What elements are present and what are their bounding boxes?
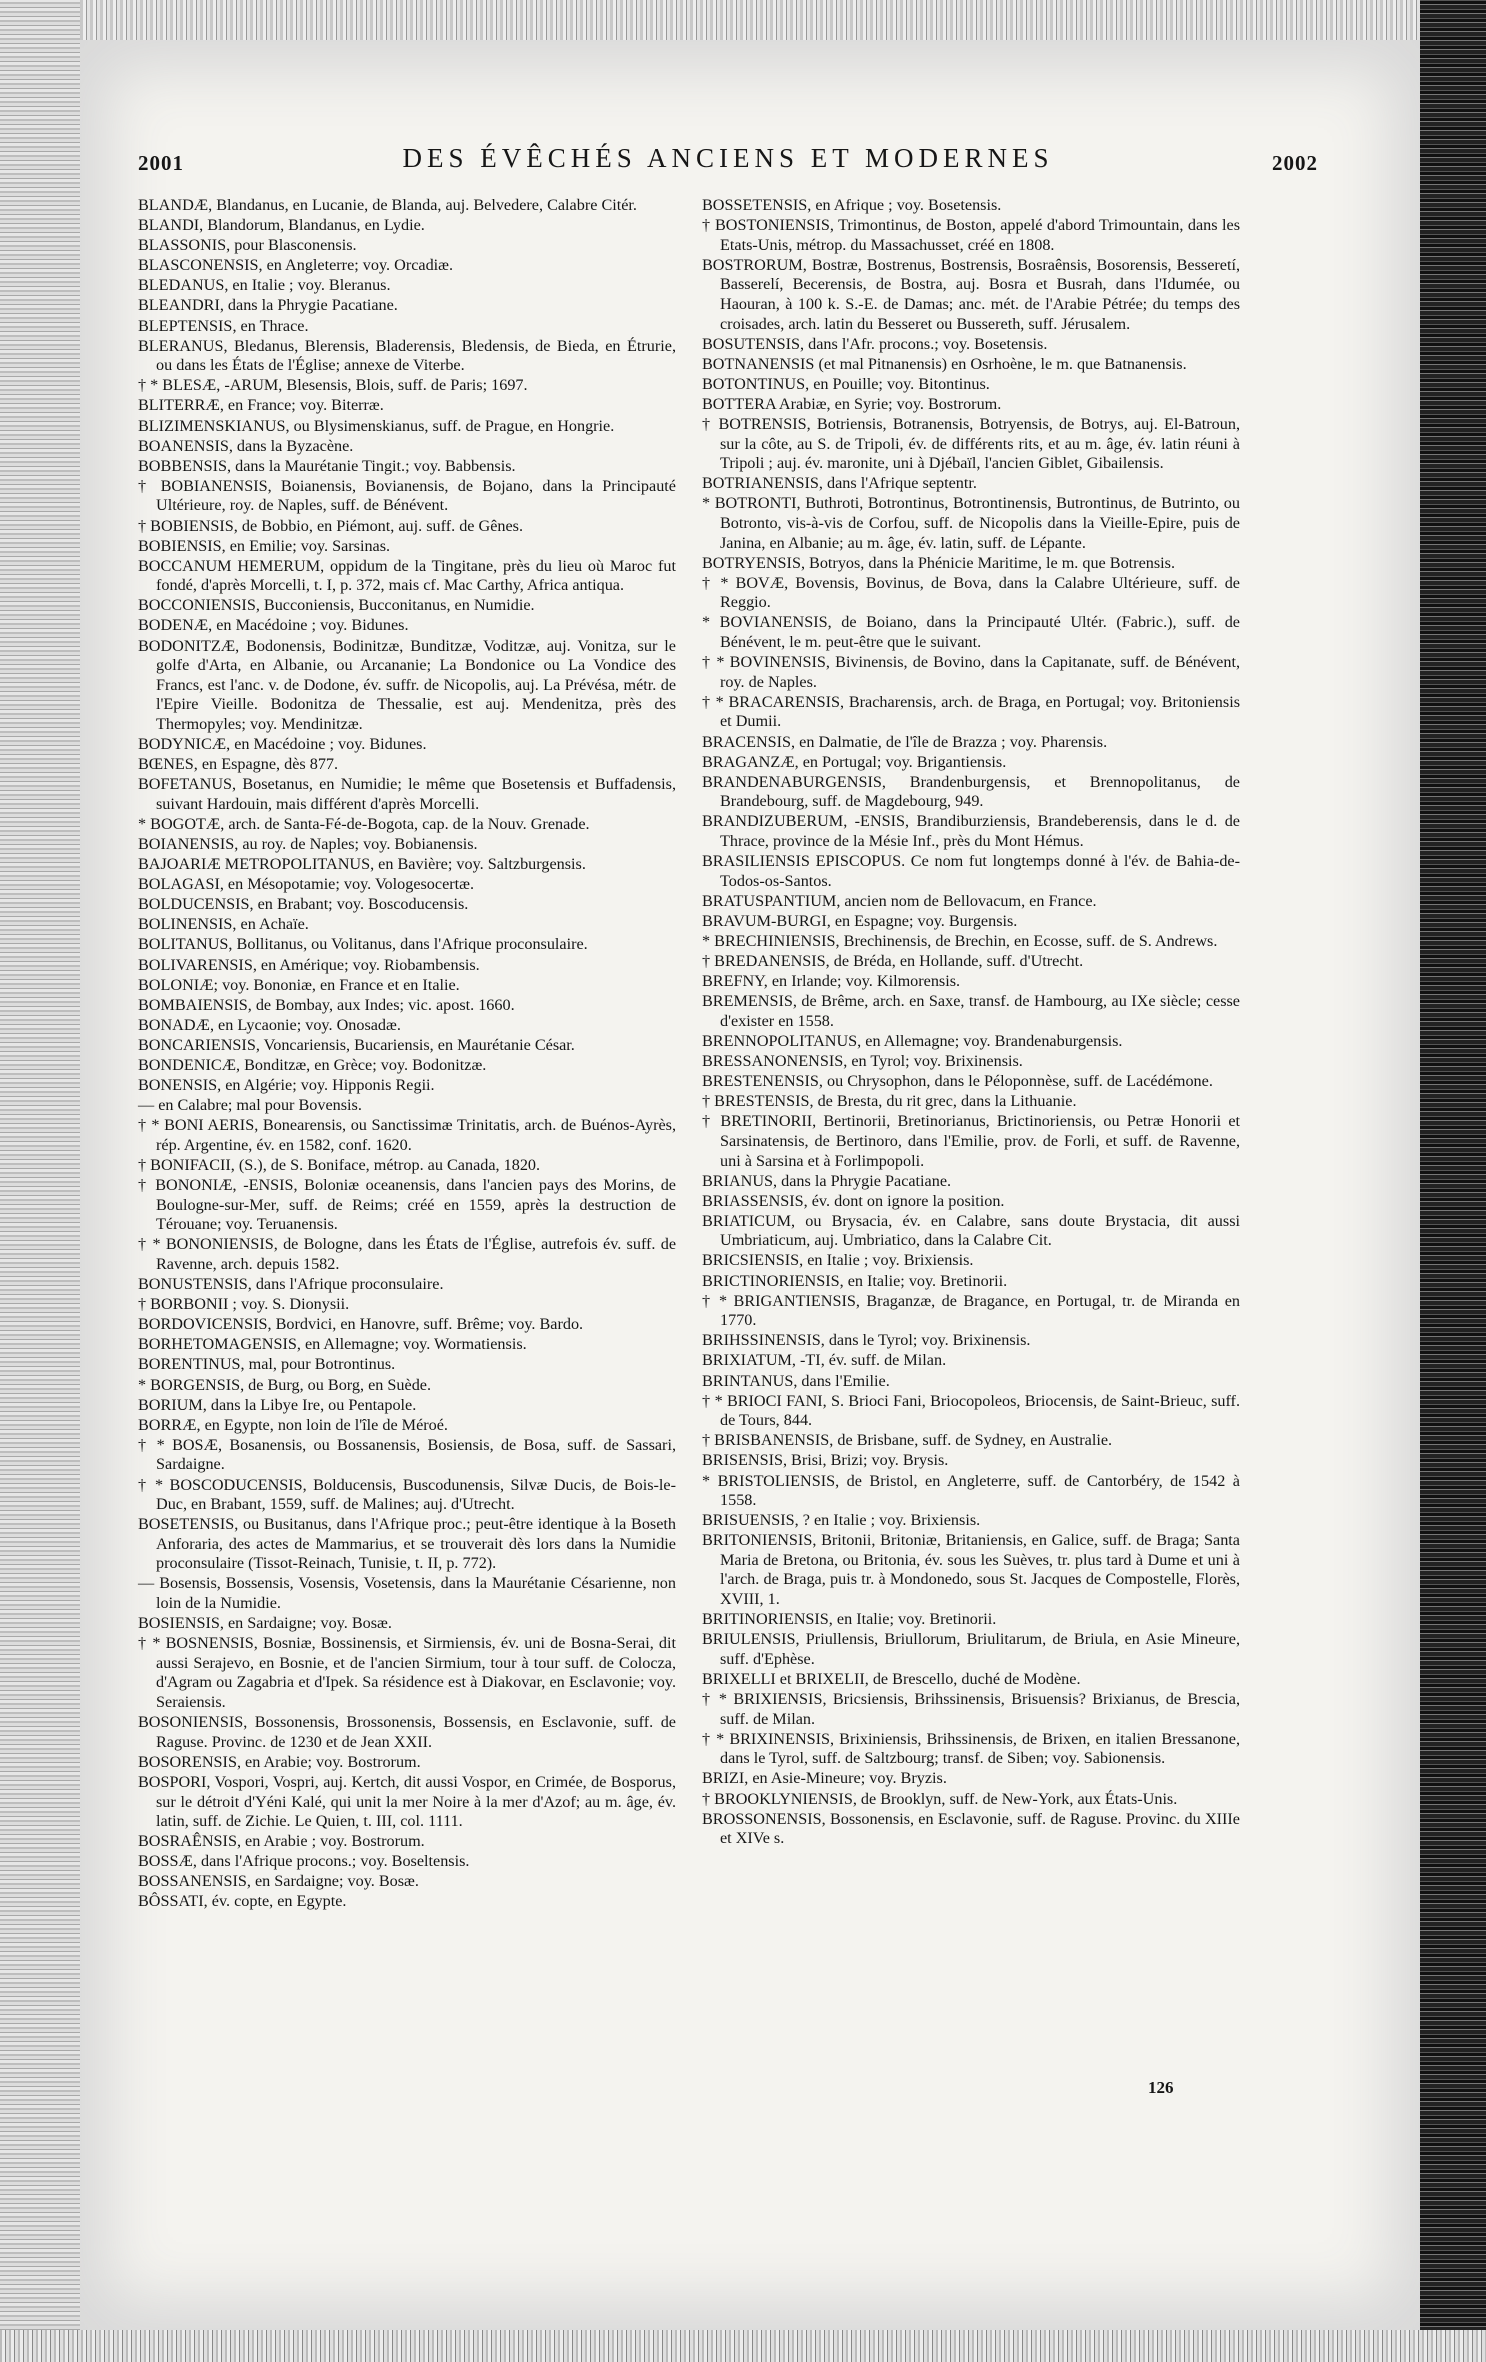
dictionary-entry: BRASILIENSIS EPISCOPUS. Ce nom fut longtemps donné à l'év. de Bahia-de-Todos-os-Santos. <box>702 852 1240 890</box>
dictionary-entry: BORRÆ, en Egypte, non loin de l'île de Méroé. <box>138 1415 448 1434</box>
left-column <box>138 196 676 1913</box>
dictionary-entry: BRICTINORIENSIS, en Italie; voy. Bretinorii. <box>702 1271 1008 1290</box>
scan-border-left <box>0 0 80 2362</box>
dictionary-entry: — en Calabre; mal pour Bovensis. <box>138 1096 362 1115</box>
dictionary-entry: BOFETANUS, Bosetanus, en Numidie; le même que Bosetensis et Buffadensis, suivant Hardouin, mais différent d'après Morcelli. <box>138 775 676 813</box>
dictionary-entry: BRIXELLI et BRIXELII, de Brescello, duché de Modène. <box>702 1669 1081 1688</box>
dictionary-entry: BRESSANONENSIS, en Tyrol; voy. Brixinensis. <box>702 1052 1023 1071</box>
dictionary-entry: BOCCONIENSIS, Bucconiensis, Bucconitanus, en Numidie. <box>138 596 535 615</box>
dictionary-entry: BOLINENSIS, en Achaïe. <box>138 915 309 934</box>
dictionary-entry: BRIHSSINENSIS, dans le Tyrol; voy. Brixinensis. <box>702 1331 1031 1350</box>
dictionary-entry: * BOGOTÆ, arch. de Santa-Fé-de-Bogota, cap. de la Nouv. Grenade. <box>138 814 590 833</box>
dictionary-entry: BOLIVARENSIS, en Amérique; voy. Riobambensis. <box>138 955 480 974</box>
dictionary-entry: † * BOSCODUCENSIS, Bolducensis, Buscodunensis, Silvæ Ducis, de Bois-le-Duc, en Brabant, 1559, suff. de Malines; auj. d'Utrecht. <box>138 1475 676 1514</box>
dictionary-entry: BODENÆ, en Macédoine ; voy. Bidunes. <box>138 616 409 635</box>
dictionary-entry: BOBBENSIS, dans la Maurétanie Tingit.; voy. Babbensis. <box>138 456 516 475</box>
dictionary-entry: BAJOARIÆ METROPOLITANUS, en Bavière; voy. Saltzburgensis. <box>138 855 586 874</box>
dictionary-entry: BOSIENSIS, en Sardaigne; voy. Bosæ. <box>138 1614 392 1633</box>
dictionary-entry: BRATUSPANTIUM, ancien nom de Bellovacum, en France. <box>702 891 1097 910</box>
dictionary-entry: BOTONTINUS, en Pouille; voy. Bitontinus. <box>702 374 990 393</box>
dictionary-entry: † BOBIANENSIS, Boianensis, Bovianensis, de Bojano, dans la Principauté Ultérieure, roy. de Naples, suff. de Bénévent. <box>138 476 676 515</box>
dictionary-entry: † * BOSNENSIS, Bosniæ, Bossinensis, et Sirmiensis, év. uni de Bosna-Serai, dit aussi Serajevo, en Bosnie, et de l'ancien Sirmium, tour à tour suff. de Colocza, d'Agram ou Zagabria et d'Ipek. Sa résidence est à Diakovar, en Esclavonie; voy. Seraiensis. <box>138 1634 676 1712</box>
dictionary-entry: BLERANUS, Bledanus, Blerensis, Bladerensis, Bledensis, de Bieda, en Étrurie, ou dans les États de l'Église; annexe de Viterbe. <box>138 336 676 375</box>
dictionary-entry: BORHETOMAGENSIS, en Allemagne; voy. Wormatiensis. <box>138 1335 527 1354</box>
page-number-left: 2001 <box>138 151 184 175</box>
dictionary-entry: BOSRAÊNSIS, en Arabie ; voy. Bostrorum. <box>138 1832 425 1851</box>
dictionary-entry: † * BOVINENSIS, Bivinensis, de Bovino, dans la Capitanate, suff. de Bénévent, roy. de Naples. <box>702 653 1240 691</box>
dictionary-entry: † BORBONII ; voy. S. Dionysii. <box>138 1295 350 1314</box>
dictionary-entry: BRAGANZÆ, en Portugal; voy. Brigantiensis. <box>702 752 1007 771</box>
scan-border-bottom <box>0 2330 1486 2362</box>
dictionary-entry: BRESTENENSIS, ou Chrysophon, dans le Péloponnèse, suff. de Lacédémone. <box>702 1072 1213 1091</box>
dictionary-entry: BRANDENABURGENSIS, Brandenburgensis, et Brennopolitanus, de Brandebourg, suff. de Magdebourg, 949. <box>702 772 1240 811</box>
dictionary-entry: BRINTANUS, dans l'Emilie. <box>702 1371 890 1390</box>
dictionary-entry: BONUSTENSIS, dans l'Afrique proconsulaire. <box>138 1275 444 1294</box>
dictionary-entry: BOSETENSIS, ou Busitanus, dans l'Afrique proc.; peut-être identique à la Boseth Anforaria, des actes de Mammarius, et se trouverait dès lors dans la Numidie proconsulaire (Tissot-Reinach, Tunisie, t. II, p. 772). <box>138 1515 676 1573</box>
dictionary-entry: BRANDIZUBERUM, -ENSIS, Brandiburziensis, Brandeberensis, dans le d. de Thrace, province de la Mésie Inf., près du Mont Hémus. <box>702 812 1240 850</box>
dictionary-entry: † * BRIOCI FANI, S. Brioci Fani, Briocopoleos, Briocensis, de Saint-Brieuc, suff. de Tours, 844. <box>702 1391 1240 1430</box>
dictionary-entry: BRIANUS, dans la Phrygie Pacatiane. <box>702 1171 952 1190</box>
dictionary-entry: BORENTINUS, mal, pour Botrontinus. <box>138 1355 396 1374</box>
dictionary-entry: † * BRIXINENSIS, Brixiniensis, Brihssinensis, de Brixen, en italien Bressanone, dans le Tyrol, suff. de Saltzbourg; transf. de Siben; voy. Sabionensis. <box>702 1729 1240 1768</box>
dictionary-entry: BOBIENSIS, en Emilie; voy. Sarsinas. <box>138 536 391 555</box>
dictionary-entry: † BRESTENSIS, de Bresta, du rit grec, dans la Lithuanie. <box>702 1092 1077 1111</box>
dictionary-entry: † BRISBANENSIS, de Brisbane, suff. de Sydney, en Australie. <box>702 1431 1113 1450</box>
dictionary-entry: BOSSÆ, dans l'Afrique procons.; voy. Boseltensis. <box>138 1852 470 1871</box>
dictionary-entry: † BOBIENSIS, de Bobbio, en Piémont, auj. suff. de Gênes. <box>138 516 524 535</box>
dictionary-entry: BRITINORIENSIS, en Italie; voy. Bretinorii. <box>702 1610 997 1629</box>
dictionary-entry: BRIZI, en Asie-Mineure; voy. Bryzis. <box>702 1769 947 1788</box>
dictionary-entry: BRENNOPOLITANUS, en Allemagne; voy. Brandenaburgensis. <box>702 1031 1123 1050</box>
page-number-right: 2002 <box>1272 151 1318 175</box>
dictionary-entry: BOCCANUM HEMERUM, oppidum de la Tingitane, près du lieu où Maroc fut fondé, d'après Morcelli, t. I, p. 372, mais cf. Mac Carthy, Africa antiqua. <box>138 556 676 595</box>
dictionary-entry: BOLITANUS, Bollitanus, ou Volitanus, dans l'Afrique proconsulaire. <box>138 935 588 954</box>
dictionary-entry: † * BRIXIENSIS, Bricsiensis, Brihssinensis, Brisuensis? Brixianus, de Brescia, suff. de Milan. <box>702 1690 1240 1728</box>
dictionary-entry: BOMBAIENSIS, de Bombay, aux Indes; vic. apost. 1660. <box>138 995 515 1014</box>
dictionary-entry: * BORGENSIS, de Burg, ou Borg, en Suède. <box>138 1375 432 1394</box>
dictionary-entry: BOSORENSIS, en Arabie; voy. Bostrorum. <box>138 1752 421 1771</box>
dictionary-entry: BŒNES, en Espagne, dès 877. <box>138 755 339 774</box>
dictionary-entry: BOTNANENSIS (et mal Pitnanensis) en Osrhoène, le m. que Batnanensis. <box>702 354 1187 373</box>
dictionary-entry: BONDENICÆ, Bonditzæ, en Grèce; voy. Bodonitzæ. <box>138 1056 487 1075</box>
dictionary-entry: * BOTRONTI, Buthroti, Botrontinus, Botrontinensis, Butrontinus, de Butrinto, ou Botronto, vis-à-vis de Corfou, suff. de Nicopolis dans la Vieille-Epire, puis de Janina, en Albanie; au m. âge, év. latin, suff. de Lépante. <box>702 494 1240 552</box>
dictionary-entry: BORDOVICENSIS, Bordvici, en Hanovre, suff. Brême; voy. Bardo. <box>138 1315 584 1334</box>
dictionary-entry: BLEDANUS, en Italie ; voy. Bleranus. <box>138 276 391 295</box>
dictionary-entry: † * BRACARENSIS, Bracharensis, arch. de Braga, en Portugal; voy. Britoniensis et Dumii. <box>702 692 1240 731</box>
dictionary-entry: BOTRIANENSIS, dans l'Afrique septentr. <box>702 474 977 493</box>
dictionary-entry: BOSONIENSIS, Bossonensis, Brossonensis, Bossensis, en Esclavonie, suff. de Raguse. Provinc. de 1230 et de Jean XXII. <box>138 1713 676 1751</box>
scan-border-right <box>1420 0 1486 2362</box>
dictionary-entry: † * BOVÆ, Bovensis, Bovinus, de Bova, dans la Calabre Ultérieure, suff. de Reggio. <box>702 573 1240 612</box>
dictionary-entry: BOTTERA Arabiæ, en Syrie; voy. Bostrorum. <box>702 394 1002 413</box>
dictionary-entry: BRIXIATUM, -TI, év. suff. de Milan. <box>702 1351 947 1370</box>
dictionary-entry: † * BONI AERIS, Bonearensis, ou Sanctissimæ Trinitatis, arch. de Buénos-Ayrès, rép. Argentine, év. en 1582, conf. 1620. <box>138 1116 676 1154</box>
dictionary-entry: BOSTRORUM, Bostræ, Bostrenus, Bostrensis, Bosraênsis, Bosorensis, Besseretí, Basserelí, Becerensis, de Bostra, auj. Bosra et Busrah, dans l'Idumée, ou Haouran, à 100 k. S.-E. de Damas; anc. mét. de l'Arabie Pétrée; du temps des croisades, arch. latin du Besseret ou Bussereth, suff. Jérusalem. <box>702 255 1240 333</box>
dictionary-entry: BOLONIÆ; voy. Bononiæ, en France et en Italie. <box>138 975 460 994</box>
dictionary-entry: BLITERRÆ, en France; voy. Biterræ. <box>138 396 384 415</box>
dictionary-entry: BLASSONIS, pour Blasconensis. <box>138 236 357 255</box>
dictionary-entry: † BOSTONIENSIS, Trimontinus, de Boston, appelé d'abord Trimountain, dans les Etats-Unis, métrop. du Massachusset, créé en 1808. <box>702 216 1240 254</box>
dictionary-entry: BLEPTENSIS, en Thrace. <box>138 316 309 335</box>
dictionary-entry: BLASCONENSIS, en Angleterre; voy. Orcadiæ. <box>138 256 454 275</box>
dictionary-entry: BOSUTENSIS, dans l'Afr. procons.; voy. Bosetensis. <box>702 334 1048 353</box>
dictionary-entry: * BOVIANENSIS, de Boiano, dans la Principauté Ultér. (Fabric.), suff. de Bénévent, le m. peut-être que le suivant. <box>702 613 1240 652</box>
dictionary-entry: BROSSONENSIS, Bossonensis, en Esclavonie, suff. de Raguse. Provinc. du XIIIe et XIVe s. <box>702 1809 1240 1848</box>
dictionary-entry: † BRETINORII, Bertinorii, Bretinorianus, Brictinoriensis, ou Petræ Honorii et Sarsinatensis, de Bertinoro, dans l'Emilie, prov. de Forli, et suff. de Ravenne, uni à Sarsina et à Forlimpopoli. <box>702 1112 1240 1170</box>
scan-border-top <box>0 0 1486 40</box>
dictionary-entry: BODONITZÆ, Bodonensis, Bodinitzæ, Bunditzæ, Voditzæ, auj. Vonitza, sur le golfe d'Arta, en Albanie, ou Arcananie; La Bondonice ou La Vondice des Francs, est l'anc. v. de Dodone, év. suffr. de Nicopolis, auj. La Prévésa, métr. de l'Epire Vieille. Bodonitza de Thessalie, est auj. Mendenitza, près des Thermopyles; voy. Mendinitzæ. <box>138 636 676 733</box>
dictionary-entry: † * BLESÆ, -ARUM, Blesensis, Blois, suff. de Paris; 1697. <box>138 376 528 395</box>
dictionary-entry: BOANENSIS, dans la Byzacène. <box>138 436 354 455</box>
dictionary-entry: BRAVUM-BURGI, en Espagne; voy. Burgensis. <box>702 911 1018 930</box>
dictionary-entry: BRIATICUM, ou Brysacia, év. en Calabre, sans doute Brystacia, dit aussi Umbriaticum, auj. Umbriatico, dans la Calabre Cit. <box>702 1211 1240 1250</box>
dictionary-entry: BOLAGASI, en Mésopotamie; voy. Vologesocertæ. <box>138 875 475 894</box>
dictionary-entry: — Bosensis, Bossensis, Vosensis, Vosetensis, dans la Maurétanie Césarienne, non loin de la Numidie. <box>138 1574 676 1613</box>
dictionary-entry: † * BOSÆ, Bosanensis, ou Bossanensis, Bosiensis, de Bosa, suff. de Sassari, Sardaigne. <box>138 1435 676 1474</box>
dictionary-entry: † BROOKLYNIENSIS, de Brooklyn, suff. de New-York, aux États-Unis. <box>702 1789 1178 1808</box>
right-column <box>702 196 1240 1849</box>
dictionary-entry: BOSPORI, Vospori, Vospri, auj. Kertch, dit aussi Vospor, en Crimée, de Bosporus, sur le détroit d'Yéni Kalé, qui unit la mer Noire à la mer d'Azof; au m. âge, év. latin, suff. de Zichie. Le Quien, t. III, col. 1111. <box>138 1772 676 1831</box>
dictionary-entry: * BRECHINIENSIS, Brechinensis, de Brechin, en Ecosse, suff. de S. Andrews. <box>702 931 1218 950</box>
dictionary-entry: † BREDANENSIS, de Bréda, en Hollande, suff. d'Utrecht. <box>702 952 1084 971</box>
dictionary-entry: BLIZIMENSKIANUS, ou Blysimenskianus, suff. de Prague, en Hongrie. <box>138 416 615 435</box>
dictionary-entry: † * BONONIENSIS, de Bologne, dans les États de l'Église, autrefois év. suff. de Ravenne, arch. depuis 1582. <box>138 1235 676 1273</box>
dictionary-entry: BONCARIENSIS, Voncariensis, Bucariensis, en Maurétanie César. <box>138 1035 575 1054</box>
dictionary-entry: BLEANDRI, dans la Phrygie Pacatiane. <box>138 296 398 315</box>
dictionary-entry: † BONONIÆ, -ENSIS, Boloniæ oceanensis, dans l'ancien pays des Morins, de Boulogne-sur-Mer, suff. de Reims; créé en 1559, après la destruction de Térouane; voy. Teruanensis. <box>138 1176 676 1234</box>
dictionary-entry: BOSSANENSIS, en Sardaigne; voy. Bosæ. <box>138 1872 419 1891</box>
dictionary-entry: BLANDI, Blandorum, Blandanus, en Lydie. <box>138 216 425 235</box>
dictionary-entry: BOIANENSIS, au roy. de Naples; voy. Bobianensis. <box>138 835 478 853</box>
dictionary-entry: † BONIFACII, (S.), de S. Boniface, métrop. au Canada, 1820. <box>138 1156 541 1174</box>
dictionary-entry: BOTRYENSIS, Botryos, dans la Phénicie Maritime, le m. que Botrensis. <box>702 553 1175 572</box>
dictionary-entry: BOLDUCENSIS, en Brabant; voy. Boscoducensis. <box>138 895 469 914</box>
running-title: DES ÉVÊCHÉS ANCIENS ET MODERNES <box>402 143 1054 173</box>
dictionary-entry: BRICSIENSIS, en Italie ; voy. Brixiensis. <box>702 1251 974 1270</box>
dictionary-entry: BONADÆ, en Lycaonie; voy. Onosadæ. <box>138 1015 401 1034</box>
dictionary-entry: BRIASSENSIS, év. dont on ignore la position. <box>702 1191 1005 1210</box>
dictionary-entry: BRISENSIS, Brisi, Brizi; voy. Brysis. <box>702 1451 949 1470</box>
dictionary-entry: BÔSSATI, év. copte, en Egypte. <box>138 1892 347 1911</box>
dictionary-entry: BORIUM, dans la Libye Ire, ou Pentapole. <box>138 1395 417 1414</box>
dictionary-entry: BRACENSIS, en Dalmatie, de l'île de Brazza ; voy. Pharensis. <box>702 732 1108 751</box>
dictionary-entry: BREMENSIS, de Brême, arch. en Saxe, transf. de Hambourg, au IXe siècle; cesse d'exister en 1558. <box>702 992 1240 1030</box>
folio-number: 126 <box>1148 2078 1174 2097</box>
dictionary-entry: † * BRIGANTIENSIS, Braganzæ, de Bragance, en Portugal, tr. de Miranda en 1770. <box>702 1291 1240 1330</box>
dictionary-entry: BLANDÆ, Blandanus, en Lucanie, de Blanda, auj. Belvedere, Calabre Citér. <box>138 196 637 214</box>
dictionary-entry: BODYNICÆ, en Macédoine ; voy. Bidunes. <box>138 735 427 754</box>
dictionary-entry: BRITONIENSIS, Britonii, Britoniæ, Britaniensis, en Galice, suff. de Braga; Santa Maria de Bretona, ou Britonia, év. sous les Suèves, tr. plus tard à Dume et uni à l'arch. de Braga, puis tr. à Mondonedo, sous St. Jacques de Compostelle, Florès, XVIII, 1. <box>702 1531 1240 1609</box>
dictionary-entry: BOSSETENSIS, en Afrique ; voy. Bosetensis. <box>702 196 1002 214</box>
running-header <box>138 143 1318 183</box>
dictionary-entry: BRIULENSIS, Priullensis, Briullorum, Briulitarum, de Briula, en Asie Mineure, suff. d'Ephèse. <box>702 1630 1240 1668</box>
dictionary-entry: BRISUENSIS, ? en Italie ; voy. Brixiensis. <box>702 1511 981 1530</box>
dictionary-entry: BREFNY, en Irlande; voy. Kilmorensis. <box>702 972 961 991</box>
dictionary-entry: * BRISTOLIENSIS, de Bristol, en Angleterre, suff. de Cantorbéry, de 1542 à 1558. <box>702 1471 1240 1510</box>
dictionary-entry: BONENSIS, en Algérie; voy. Hipponis Regii. <box>138 1076 435 1095</box>
dictionary-entry: † BOTRENSIS, Botriensis, Botranensis, Botryensis, de Botrys, auj. El-Batroun, sur la côte, au S. de Tripoli, év. de différents rits, et au m. âge, év. latin réuni à Tripoli ; auj. év. maronite, uni à Djébaïl, l'ancien Giblet, Gibailensis. <box>702 415 1240 473</box>
